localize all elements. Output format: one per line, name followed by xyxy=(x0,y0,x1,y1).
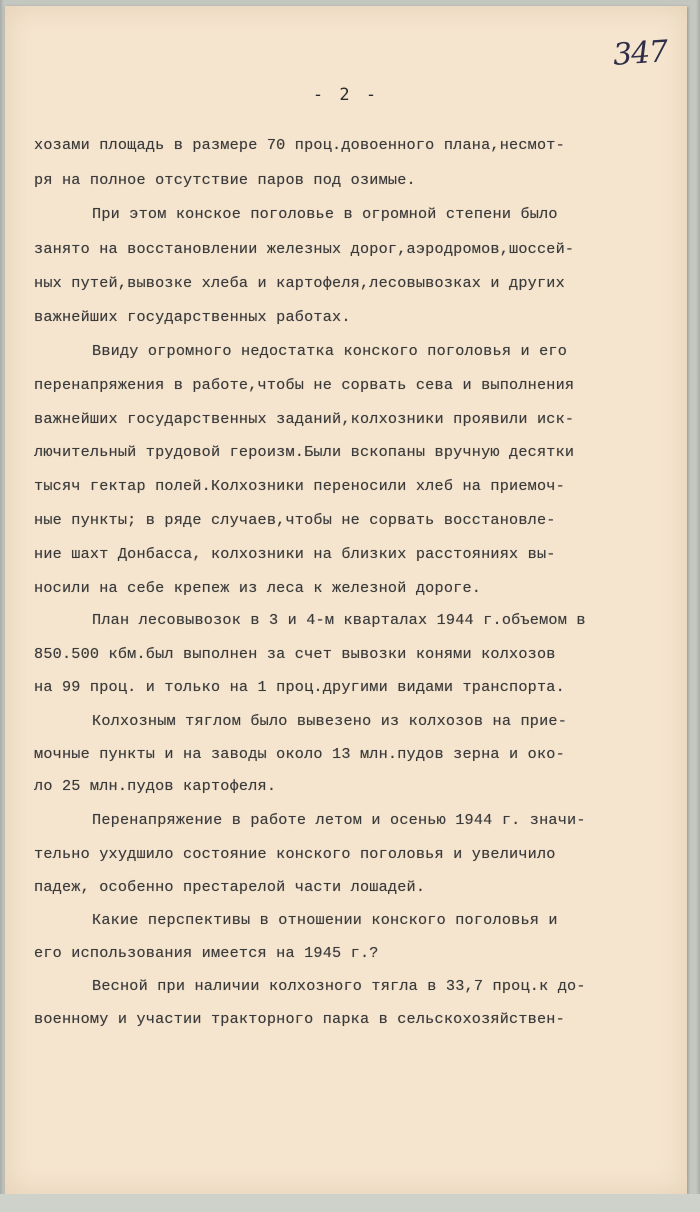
text-line: При этом конское поголовье в огромной степени было xyxy=(92,205,558,223)
text-line: носили на себе крепеж из леса к железной дороге. xyxy=(34,579,482,597)
text-line: Ввиду огромного недостатка конского поголовья и его xyxy=(92,342,568,360)
text-line: его использования имеется на 1945 г.? xyxy=(34,944,379,962)
paper-sheet xyxy=(5,6,687,1194)
text-line: ные пункты; в ряде случаев,чтобы не сорвать восстановле- xyxy=(34,511,556,529)
text-line: ных путей,вывозке хлеба и картофеля,лесовывозках и других xyxy=(34,274,565,292)
text-line: военному и участии тракторного парка в сельскохозяйствен- xyxy=(34,1010,565,1028)
text-line: на 99 проц. и только на 1 проц.другими видами транспорта. xyxy=(34,678,565,696)
scanner-edge xyxy=(0,1194,700,1212)
text-line: 850.500 кбм.был выполнен за счет вывозки конями колхозов xyxy=(34,645,556,663)
text-line: План лесовывозок в 3 и 4-м кварталах 1944 г.объемом в xyxy=(92,611,586,629)
text-line: ние шахт Донбасса, колхозники на близких расстояниях вы- xyxy=(34,545,556,563)
text-line: тельно ухудшило состояние конского поголовья и увеличило xyxy=(34,845,556,863)
text-line: важнейших государственных заданий,колхозники проявили иск- xyxy=(34,410,575,428)
text-line: ря на полное отсутствие паров под озимые. xyxy=(34,171,416,189)
text-line: Колхозным тяглом было вывезено из колхозов на прие- xyxy=(92,712,568,730)
text-line: мочные пункты и на заводы около 13 млн.пудов зерна и око- xyxy=(34,745,565,763)
text-line: тысяч гектар полей.Колхозники переносили хлеб на приемоч- xyxy=(34,477,565,495)
text-line: падеж, особенно престарелой части лошадей. xyxy=(34,878,426,896)
archive-page-number: 347 xyxy=(611,34,669,73)
text-line: Какие перспективы в отношении конского поголовья и xyxy=(92,911,558,929)
text-line: Перенапряжение в работе летом и осенью 1944 г. значи- xyxy=(92,811,586,829)
text-line: перенапряжения в работе,чтобы не сорвать сева и выполнения xyxy=(34,376,575,394)
text-line: ло 25 млн.пудов картофеля. xyxy=(34,777,277,795)
text-line: Весной при наличии колхозного тягла в 33,7 проц.к до- xyxy=(92,977,586,995)
page-number: - 2 - xyxy=(312,85,380,105)
text-line: лючительный трудовой героизм.Были вскопаны вручную десятки xyxy=(34,443,575,461)
text-line: хозами площадь в размере 70 проц.довоенного плана,несмот- xyxy=(34,136,565,154)
text-line: важнейших государственных работах. xyxy=(34,308,351,326)
text-line: занято на восстановлении железных дорог,аэродромов,шоссей- xyxy=(34,240,575,258)
